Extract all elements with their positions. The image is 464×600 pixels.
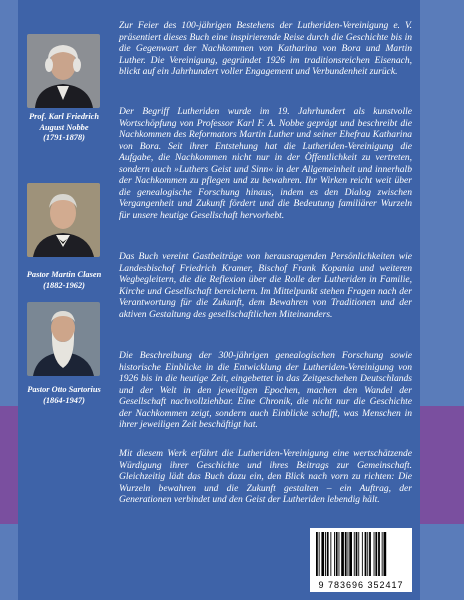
barcode-bar [339, 532, 340, 576]
barcode-bar [345, 532, 347, 576]
paragraph-term: Der Begriff Lutheriden wurde im 19. Jahrhundert als kunstvolle Wortschöpfung von Professor Karl F. A. Nobbe geprägt und beschreibt die Nachkommen des Reformators Martin Luther und seiner Ehefrau Katharina von Bora. Seit ihrer Entstehung hat die Lutheriden-Vereinigung die Aufgabe, die Nachkommen nicht nur in der Öffentlichkeit zu vertreten, sondern auch »Luthers Geist und Sinn« in der Allgemeinheit und innerhalb der Nachkommen zu pflegen und zu bewahren. Ihr Wirken reicht weit über die genealogische Forschung hinaus, indem es den Dialog zwischen Vergangenheit und Zukunft fördert und die Bedeutung familiärer Wurzeln für unsere heutige Gesellschaft hervorhebt. [119, 106, 412, 221]
barcode-bar [354, 532, 355, 576]
isbn-barcode [310, 528, 412, 592]
barcode-bar [319, 532, 320, 576]
barcode-bar [349, 532, 352, 576]
barcode-bar [358, 532, 359, 576]
caption-years: (1864-1947) [43, 395, 85, 405]
barcode-bar [327, 532, 329, 576]
paragraph-intro: Zur Feier des 100-jährigen Bestehens der Lutheriden-Vereinigung e. V. präsentiert dieses Buch eine inspirierende Reise durch die Geschichte bis in die Gegenwart der Nachkommen von Katharina von Bora und Martin Luther. Die Vereinigung, gegründet 1926 im traditionsreichen Eisenach, blickt auf ein Jahrhundert voller Engagement und Verbundenheit zurück. [119, 20, 412, 78]
caption-clasen [20, 270, 108, 291]
barcode-bar [382, 532, 383, 576]
caption-years: (1791-1878) [43, 133, 85, 142]
barcode-bar [321, 532, 324, 576]
barcode-bar [367, 532, 368, 576]
paragraph-closing: Mit diesem Werk erfährt die Lutheriden-Vereinigung eine wertschätzende Würdigung ihrer Geschichte und ihres Beitrags zur Gemeinschaft. Gleichzeitig lädt das Buch dazu ein, den Blick nach vorn zu richten: Die Wurzeln bewahren und die Zukunft gestalten – ein Auftrag, der Generationen verbindet und den Geist der Lutheriden lebendig hält. [119, 448, 412, 506]
barcode-bar [378, 532, 380, 576]
caption-sartorius [20, 385, 108, 406]
caption-name: Pastor Otto Sartorius [27, 385, 101, 394]
portrait-clasen [27, 183, 100, 257]
caption-nobbe [20, 112, 108, 144]
paragraph-research: Die Beschreibung der 300-jährigen genealogischen Forschung sowie historische Einblicke in die Entwicklung der Lutheriden-Vereinigung von 1926 bis in die heutige Zeit, eingebettet in das Zeitgeschehen Deutschlands und der Welt in den jeweiligen Epochen, machen den Wandel der Gesellschaft nachvollziehbar. Eine Chronik, die nicht nur die Geschichte der Nachkommen zeigt, sondern auch Einblicke schafft, was Menschen in ihrer jeweiligen Zeit beschäftigt hat. [119, 350, 412, 431]
paragraph-contributions: Das Buch vereint Gastbeiträge von herausragenden Persönlichkeiten wie Landesbischof Friedrich Kramer, Bischof Frank Kopania und weiteren Wegbegleitern, die die Reflexion über die Rolle der Lutheriden in Familie, Kirche und Gesellschaft bereichern. Im Mittelpunkt stehen Fragen nach der Verantwortung für die Zukunft, dem Bewahren von Traditionen und der aktiven Gestaltung des gesellschaftlichen Miteinanders. [119, 251, 412, 320]
portrait-sartorius [27, 302, 100, 376]
portrait-clasen-image [27, 183, 100, 257]
portrait-nobbe [27, 34, 100, 108]
barcode-bar [375, 532, 377, 576]
barcode-bar [369, 532, 371, 576]
barcode-bar [374, 532, 375, 576]
barcode-bar [384, 532, 387, 576]
barcode-bar [348, 532, 349, 576]
barcode-bar [325, 532, 326, 576]
barcode-bar [336, 532, 338, 576]
barcode-bar [334, 532, 335, 576]
barcode-bar [356, 532, 358, 576]
barcode-bar [365, 532, 367, 576]
barcode-bar [316, 532, 318, 576]
barcode-bars [316, 532, 406, 576]
barcode-bar [341, 532, 344, 576]
isbn-number: 9 783696 352417 [318, 580, 404, 590]
barcode-bar [362, 532, 363, 576]
caption-years: (1882-1962) [43, 280, 85, 290]
portrait-nobbe-image [27, 34, 100, 108]
caption-name: Pastor Martin Clasen [26, 270, 102, 279]
portrait-sartorius-image [27, 302, 100, 376]
barcode-bar [330, 532, 331, 576]
caption-name: Prof. Karl Friedrich August Nobbe [28, 112, 100, 132]
